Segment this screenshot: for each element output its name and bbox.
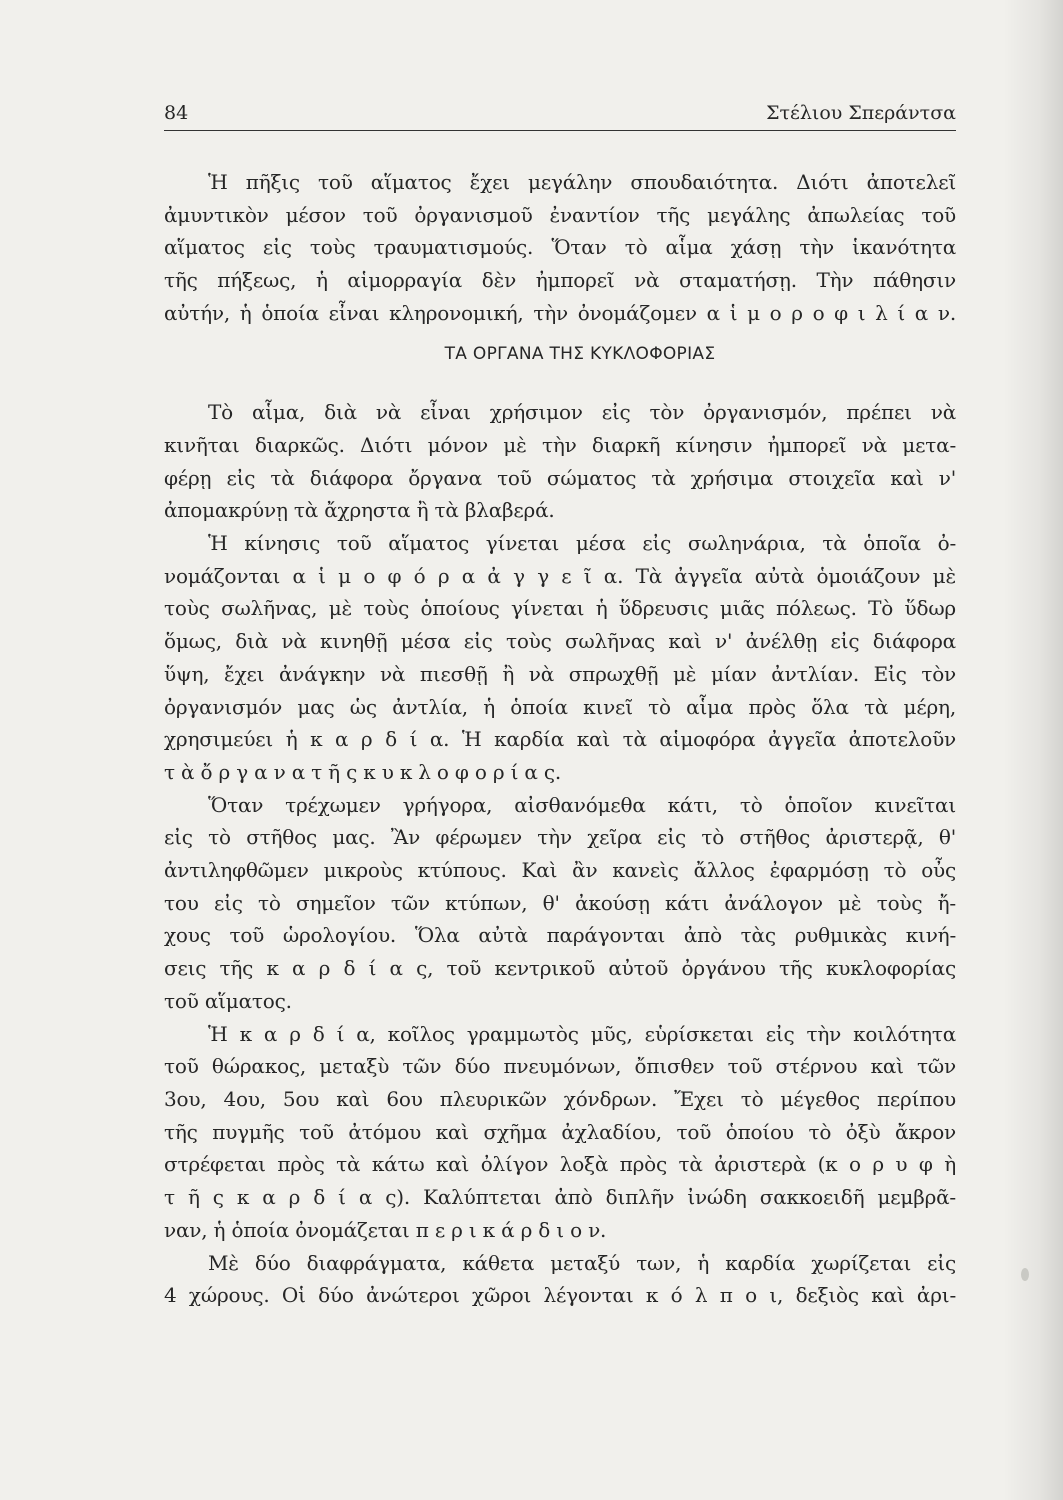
text-line: ἀντιληφθῶμεν μικροὺς κτύπους. Καὶ ἂν κανεὶς ἄλλος ἐφαρμόσῃ τὸ οὖς: [164, 858, 956, 883]
text-line: Ἡ κ α ρ δ ί α, κοῖλος γραμμωτὸς μῦς, εὑρίσκεται εἰς τὴν κοιλότητα: [208, 1021, 956, 1046]
page-edge-shadow: [1003, 0, 1063, 1500]
text-line: τοὺς σωλῆνας, μὲ τοὺς ὁποίους γίνεται ἡ ὕδρευσις μιᾶς πόλεως. Τὸ ὕδωρ: [164, 596, 956, 621]
text-line: ἀμυντικὸν μέσον τοῦ ὀργανισμοῦ ἐναντίον τῆς μεγάλης ἀπωλείας τοῦ: [164, 202, 956, 227]
text-line: ὕψη, ἔχει ἀνάγκην νὰ πιεσθῇ ἢ νὰ σπρωχθῇ μὲ μίαν ἀντλίαν. Εἰς τὸν: [164, 661, 956, 686]
text-line: νομάζονται α ἱ μ ο φ ό ρ α ἀ γ γ ε ῖ α. Τὰ ἀγγεῖα αὐτὰ ὁμοιάζουν μὲ: [164, 563, 956, 588]
text-line: του εἰς τὸ σημεῖον τῶν κτύπων, θ' ἀκούσῃ κάτι ἀνάλογον μὲ τοὺς ἤ-: [164, 890, 956, 915]
text-line: φέρῃ εἰς τὰ διάφορα ὄργανα τοῦ σώματος τὰ χρήσιμα στοιχεῖα καὶ ν': [164, 465, 956, 490]
section-heading: ΤΑ ΟΡΓΑΝΑ ΤΗΣ ΚΥΚΛΟΦΟΡΙΑΣ: [444, 343, 716, 364]
text-line: αἵματος εἰς τοὺς τραυματισμούς. Ὅταν τὸ αἷμα χάσῃ τὴν ἱκανότητα: [164, 235, 956, 260]
page-header: [164, 96, 956, 131]
text-line: Ἡ πῆξις τοῦ αἵματος ἔχει μεγάλην σπουδαιότητα. Διότι ἀποτελεῖ: [208, 170, 956, 194]
text-line: 4 χώρους. Οἱ δύο ἀνώτεροι χῶροι λέγονται κ ό λ π ο ι, δεξιὸς καὶ ἀρι-: [164, 1283, 956, 1308]
text-line: Ἡ κίνησις τοῦ αἵματος γίνεται μέσα εἰς σωληνάρια, τὰ ὁποῖα ὀ-: [208, 531, 956, 556]
text-line: ὅμως, διὰ νὰ κινηθῇ μέσα εἰς τοὺς σωλῆνας καὶ ν' ἀνέλθῃ εἰς διάφορα: [164, 629, 956, 654]
text-line: χρησιμεύει ἡ κ α ρ δ ί α. Ἡ καρδία καὶ τὰ αἱμοφόρα ἀγγεῖα ἀποτελοῦν: [164, 727, 956, 752]
running-head: Στέλιου Σπεράντσα: [766, 102, 956, 124]
text-line: ὀργανισμόν μας ὡς ἀντλία, ἡ ὁποία κινεῖ τὸ αἷμα πρὸς ὅλα τὰ μέρη,: [164, 694, 956, 719]
text-line: αὐτήν, ἡ ὁποία εἶναι κληρονομική, τὴν ὀνομάζομεν α ἱ μ ο ρ ο φ ι λ ί α ν.: [164, 300, 956, 325]
text-line: τ ῆ ς κ α ρ δ ί α ς). Καλύπτεται ἀπὸ διπλῆν ἰνώδη σακκοειδῆ μεμβρᾶ-: [164, 1185, 956, 1210]
text-line: κινῆται διαρκῶς. Διότι μόνον μὲ τὴν διαρκῆ κίνησιν ἠμπορεῖ νὰ μετα-: [164, 432, 956, 457]
text-line: ναν, ἡ ὁποία ὀνομάζεται π ε ρ ι κ ά ρ δ ι ο ν.: [164, 1217, 607, 1242]
text-line: Μὲ δύο διαφράγματα, κάθετα μεταξύ των, ἡ καρδία χωρίζεται εἰς: [208, 1250, 956, 1275]
text-line: τοῦ αἵματος.: [164, 988, 292, 1013]
text-line: ἀπομακρύνῃ τὰ ἄχρηστα ἢ τὰ βλαβερά.: [164, 498, 555, 523]
body-text: [164, 166, 956, 1312]
text-line: στρέφεται πρὸς τὰ κάτω καὶ ὀλίγον λοξὰ πρὸς τὰ ἀριστερὰ (κ ο ρ υ φ ὴ: [164, 1152, 956, 1177]
text-line: 3ου, 4ου, 5ου καὶ 6ου πλευρικῶν χόνδρων. Ἔχει τὸ μέγεθος περίπου: [164, 1086, 956, 1111]
page-number: 84: [164, 102, 189, 124]
text-line: τ ὰ ὄ ρ γ α ν α τ ῆ ς κ υ κ λ ο φ ο ρ ί α ς.: [164, 759, 562, 784]
text-line: τῆς πήξεως, ἡ αἱμορραγία δὲν ἠμπορεῖ νὰ σταματήσῃ. Τὴν πάθησιν: [164, 268, 956, 293]
text-line: σεις τῆς κ α ρ δ ί α ς, τοῦ κεντρικοῦ αὐτοῦ ὀργάνου τῆς κυκλοφορίας: [164, 956, 956, 981]
text-line: τοῦ θώρακος, μεταξὺ τῶν δύο πνευμόνων, ὄπισθεν τοῦ στέρνου καὶ τῶν: [164, 1054, 956, 1079]
text-line: Τὸ αἷμα, διὰ νὰ εἶναι χρήσιμον εἰς τὸν ὀργανισμόν, πρέπει νὰ: [208, 400, 956, 425]
text-line: χους τοῦ ὡρολογίου. Ὅλα αὐτὰ παράγονται ἀπὸ τὰς ρυθμικὰς κινή-: [164, 923, 956, 948]
scan-mark: [1021, 1268, 1029, 1281]
text-line: τῆς πυγμῆς τοῦ ἀτόμου καὶ σχῆμα ἀχλαδίου, τοῦ ὁποίου τὸ ὀξὺ ἄκρον: [164, 1119, 956, 1144]
text-line: Ὅταν τρέχωμεν γρήγορα, αἰσθανόμεθα κάτι, τὸ ὁποῖον κινεῖται: [208, 792, 956, 817]
text-line: εἰς τὸ στῆθος μας. Ἂν φέρωμεν τὴν χεῖρα εἰς τὸ στῆθος ἀριστερᾷ, θ': [164, 825, 956, 850]
